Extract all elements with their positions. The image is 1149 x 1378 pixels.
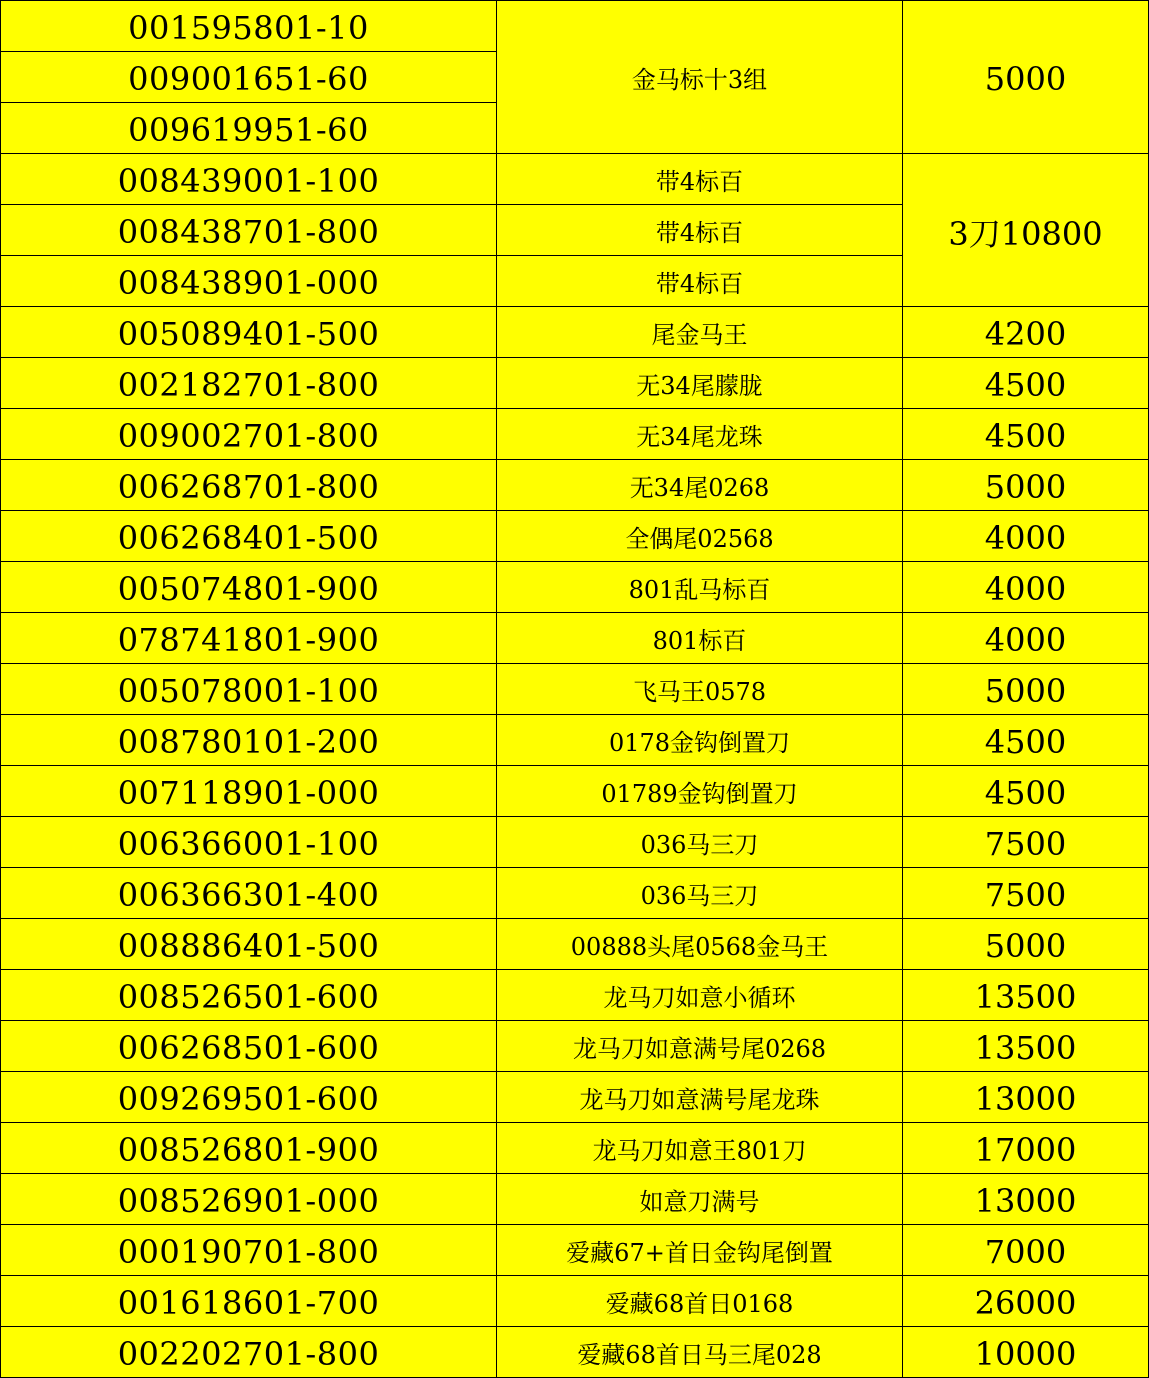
description-cell: 无34尾0268 [497, 460, 903, 511]
table-row [1, 1072, 1149, 1123]
price-cell: 10000 [903, 1327, 1149, 1378]
serial-cell: 008526501-600 [1, 970, 497, 1021]
serial-cell: 009001651-60 [1, 52, 497, 103]
description-cell: 如意刀满号 [497, 1174, 903, 1225]
description-cell: 爱藏67+首日金钩尾倒置 [497, 1225, 903, 1276]
description-cell: 全偶尾02568 [497, 511, 903, 562]
price-cell: 13500 [903, 970, 1149, 1021]
table-row [1, 358, 1149, 409]
table-row [1, 460, 1149, 511]
price-cell: 4000 [903, 562, 1149, 613]
table-row [1, 664, 1149, 715]
price-cell: 5000 [903, 919, 1149, 970]
price-cell: 13000 [903, 1072, 1149, 1123]
description-cell: 龙马刀如意满号尾0268 [497, 1021, 903, 1072]
description-cell: 带4标百 [497, 205, 903, 256]
price-cell: 7500 [903, 868, 1149, 919]
price-cell: 5000 [903, 664, 1149, 715]
price-cell: 4000 [903, 511, 1149, 562]
serial-cell: 002182701-800 [1, 358, 497, 409]
description-cell: 带4标百 [497, 154, 903, 205]
price-cell: 4200 [903, 307, 1149, 358]
serial-cell: 078741801-900 [1, 613, 497, 664]
price-cell: 4500 [903, 358, 1149, 409]
table-row [1, 511, 1149, 562]
description-cell: 无34尾朦胧 [497, 358, 903, 409]
serial-cell: 001618601-700 [1, 1276, 497, 1327]
table-row [1, 970, 1149, 1021]
serial-cell: 009269501-600 [1, 1072, 497, 1123]
serial-cell: 001595801-10 [1, 1, 497, 52]
serial-cell: 005074801-900 [1, 562, 497, 613]
table-row [1, 1327, 1149, 1378]
price-cell: 7500 [903, 817, 1149, 868]
price-cell: 5000 [903, 1, 1149, 154]
table-row [1, 1174, 1149, 1225]
description-cell: 036马三刀 [497, 817, 903, 868]
description-cell: 带4标百 [497, 256, 903, 307]
serial-cell: 006366001-100 [1, 817, 497, 868]
serial-cell: 008439001-100 [1, 154, 497, 205]
table-row [1, 766, 1149, 817]
description-cell: 00888头尾0568金马王 [497, 919, 903, 970]
serial-cell: 002202701-800 [1, 1327, 497, 1378]
serial-cell: 007118901-000 [1, 766, 497, 817]
serial-cell: 008438901-000 [1, 256, 497, 307]
table-body [1, 1, 1149, 1378]
table-row [1, 919, 1149, 970]
table-row [1, 409, 1149, 460]
price-cell: 4500 [903, 715, 1149, 766]
serial-cell: 008780101-200 [1, 715, 497, 766]
serial-cell: 009002701-800 [1, 409, 497, 460]
serial-cell: 008886401-500 [1, 919, 497, 970]
serial-cell: 005078001-100 [1, 664, 497, 715]
price-cell: 7000 [903, 1225, 1149, 1276]
price-cell: 4000 [903, 613, 1149, 664]
description-cell: 036马三刀 [497, 868, 903, 919]
description-cell: 0178金钩倒置刀 [497, 715, 903, 766]
table-row [1, 1276, 1149, 1327]
price-cell: 26000 [903, 1276, 1149, 1327]
price-cell: 4500 [903, 409, 1149, 460]
description-cell: 01789金钩倒置刀 [497, 766, 903, 817]
description-cell: 金马标十3组 [497, 1, 903, 154]
description-cell: 无34尾龙珠 [497, 409, 903, 460]
serial-cell: 006268701-800 [1, 460, 497, 511]
table-row [1, 1123, 1149, 1174]
table-row [1, 562, 1149, 613]
serial-cell: 008438701-800 [1, 205, 497, 256]
description-cell: 龙马刀如意满号尾龙珠 [497, 1072, 903, 1123]
table-row [1, 1021, 1149, 1072]
serial-cell: 005089401-500 [1, 307, 497, 358]
price-cell: 5000 [903, 460, 1149, 511]
description-cell: 龙马刀如意小循环 [497, 970, 903, 1021]
price-cell: 13500 [903, 1021, 1149, 1072]
table-row [1, 868, 1149, 919]
serial-cell: 008526801-900 [1, 1123, 497, 1174]
description-cell: 尾金马王 [497, 307, 903, 358]
description-cell: 爱藏68首日0168 [497, 1276, 903, 1327]
serial-cell: 008526901-000 [1, 1174, 497, 1225]
description-cell: 飞马王0578 [497, 664, 903, 715]
table-row [1, 715, 1149, 766]
price-cell: 4500 [903, 766, 1149, 817]
serial-cell: 006268501-600 [1, 1021, 497, 1072]
table-row [1, 817, 1149, 868]
description-cell: 爱藏68首日马三尾028 [497, 1327, 903, 1378]
description-cell: 801乱马标百 [497, 562, 903, 613]
serial-cell: 006268401-500 [1, 511, 497, 562]
serial-cell: 006366301-400 [1, 868, 497, 919]
description-cell: 801标百 [497, 613, 903, 664]
description-cell: 龙马刀如意王801刀 [497, 1123, 903, 1174]
table-row [1, 1, 1149, 52]
price-cell: 17000 [903, 1123, 1149, 1174]
table-row [1, 307, 1149, 358]
serial-cell: 009619951-60 [1, 103, 497, 154]
table-row [1, 154, 1149, 205]
price-cell: 3刀10800 [903, 154, 1149, 307]
table-row [1, 613, 1149, 664]
price-cell: 13000 [903, 1174, 1149, 1225]
serial-cell: 000190701-800 [1, 1225, 497, 1276]
table-row [1, 1225, 1149, 1276]
